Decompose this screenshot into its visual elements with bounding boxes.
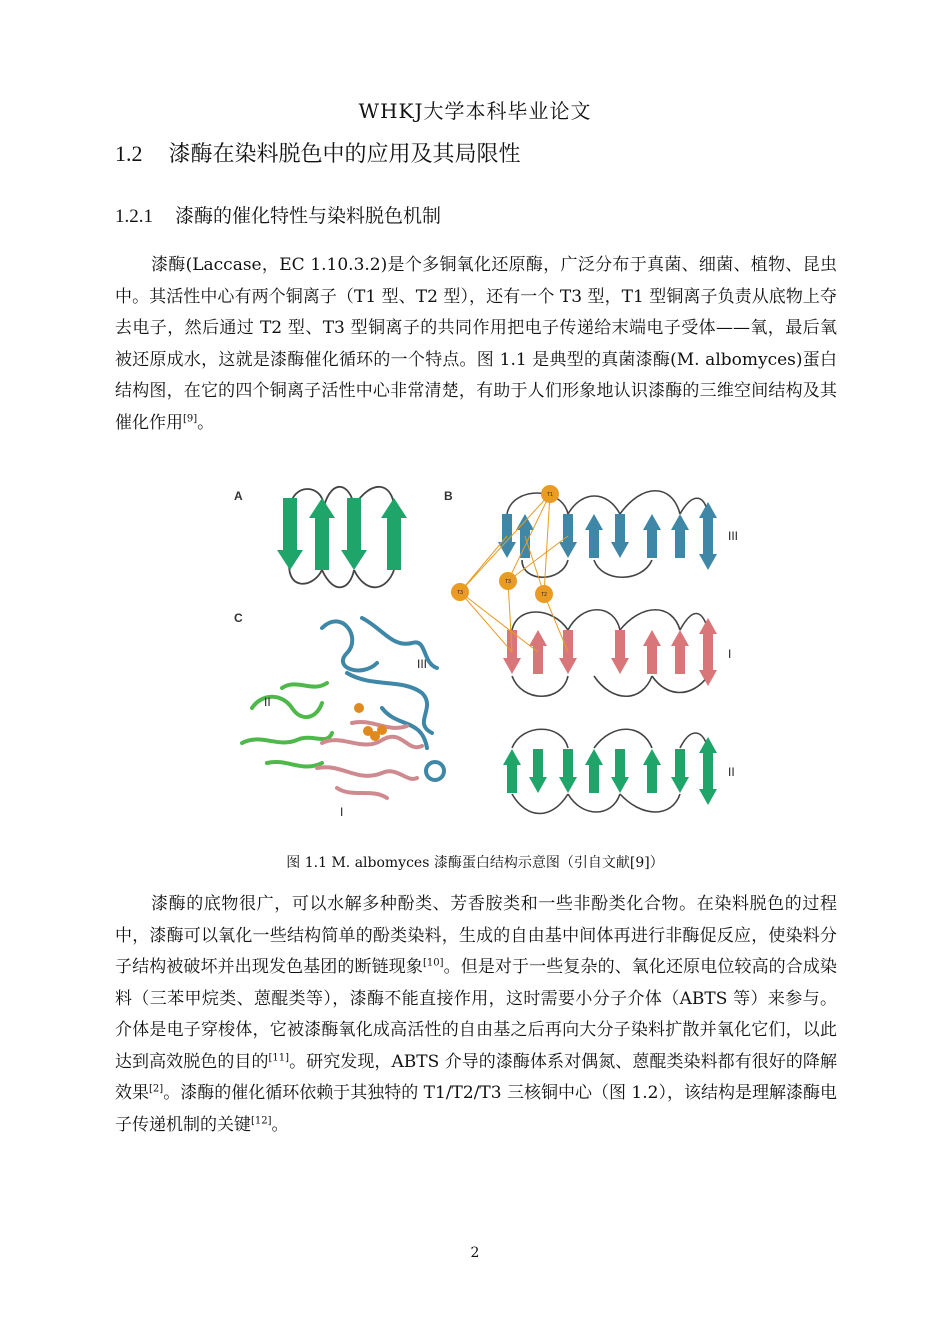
- domain-label-iii: III: [728, 529, 739, 543]
- paragraph-dye-decolorization: [115, 889, 837, 1141]
- ribbon-label-ii: II: [264, 695, 271, 709]
- ribbon-label-i: I: [340, 805, 344, 819]
- copper-t3-b-label: T3: [457, 590, 463, 596]
- subsection-number: 1.2.1: [115, 206, 153, 227]
- paragraph2-sentence-1: 漆酶的底物很广，可以水解多种酚类、芳香胺类和一些非酚类化合物。在染料脱色的过程中，漆酶可以氧化一些结构简单的酚类染料，生成的自由基中间体再进行非酶促反应，使染料分子结构被破坏并出现发色基团的断链现象: [115, 894, 837, 977]
- citation-12: [12]: [251, 1114, 272, 1126]
- paragraph1-text: 漆酶(Laccase，EC 1.10.3.2)是个多铜氧化还原酶，广泛分布于真菌、细菌、植物、昆虫中。其活性中心有两个铜离子（T1 型、T2 型），还有一个 T3 型，T1 型铜离子负责从底物上夺去电子，然后通过 T2 型、T3 型铜离子的共同作用把电子传递给末端电子受体——氧，最后氧被还原成水，这就是漆酶催化循环的一个特点。图 1.1 是典型的真菌漆酶(M. albomyces)蛋白结构图，在它的四个铜离子活性中心非常清楚，有助于人们形象地认识漆酶的三维空间结构及其催化作用: [115, 255, 837, 433]
- citation-2: [2]: [149, 1083, 164, 1095]
- copper-connections: [460, 494, 568, 652]
- section-title: 漆酶在染料脱色中的应用及其局限性: [168, 142, 521, 167]
- subsection-title: 漆酶的催化特性与染料脱色机制: [175, 205, 442, 227]
- ribbon-label-iii: III: [417, 657, 428, 671]
- citation-9: [9]: [183, 412, 198, 424]
- laccase-structure-figure: [222, 478, 762, 823]
- panel-label-a: A: [234, 489, 243, 503]
- paragraph1-end: 。: [197, 412, 215, 433]
- domain-i-topology: [503, 610, 731, 697]
- paragraph2-sentence-2: 。但是对于一些复杂的、氧化还原电位较高的合成染料（三苯甲烷类、蒽醌类等），漆酶不能直接作用，这时需要小分子介体（ABTS 等）来参与。介体是电子穿梭体，它被漆酶氧化成高活性的自由基之后再向大分子染料扩散并氧化它们，以此达到高效脱色的目的: [115, 957, 838, 1072]
- copper-t1-label: T1: [547, 492, 553, 498]
- domain-label-i: I: [728, 647, 732, 661]
- copper-t2-label: T2: [541, 592, 547, 598]
- paragraph2-end: 。: [271, 1114, 289, 1135]
- panel-a-strands: [277, 498, 407, 570]
- citation-11: [11]: [268, 1051, 290, 1063]
- copper-t3-a-label: T3: [505, 579, 511, 585]
- ribbon-structure: [242, 618, 444, 819]
- domain-ii-topology: [503, 729, 735, 813]
- subsection-heading: [115, 201, 441, 228]
- panel-a-topology: [289, 487, 394, 587]
- figure-caption: 图 1.1 M. albomyces 漆酶蛋白结构示意图（引自文献[9]）: [286, 855, 664, 871]
- domain-label-ii: II: [728, 765, 735, 779]
- citation-10: [10]: [422, 957, 444, 969]
- page-number: 2: [470, 1245, 480, 1261]
- paragraph2-sentence-3: 。研究发现，ABTS 介导的漆酶体系对偶氮、蒽醌类染料都有很好的降解效果: [115, 1051, 837, 1103]
- paragraph2-sentence-4: 。漆酶的催化循环依赖于其独特的 T1/T2/T3 三核铜中心（图 1.2），该结构是理解漆酶电子传递机制的关键: [115, 1083, 838, 1135]
- section-number: 1.2: [115, 141, 143, 166]
- paragraph-laccase-intro: [115, 250, 837, 439]
- running-header: WHKJ大学本科毕业论文: [358, 99, 592, 123]
- panel-label-b: B: [444, 489, 453, 503]
- panel-label-c: C: [234, 611, 243, 625]
- section-heading: [115, 137, 521, 168]
